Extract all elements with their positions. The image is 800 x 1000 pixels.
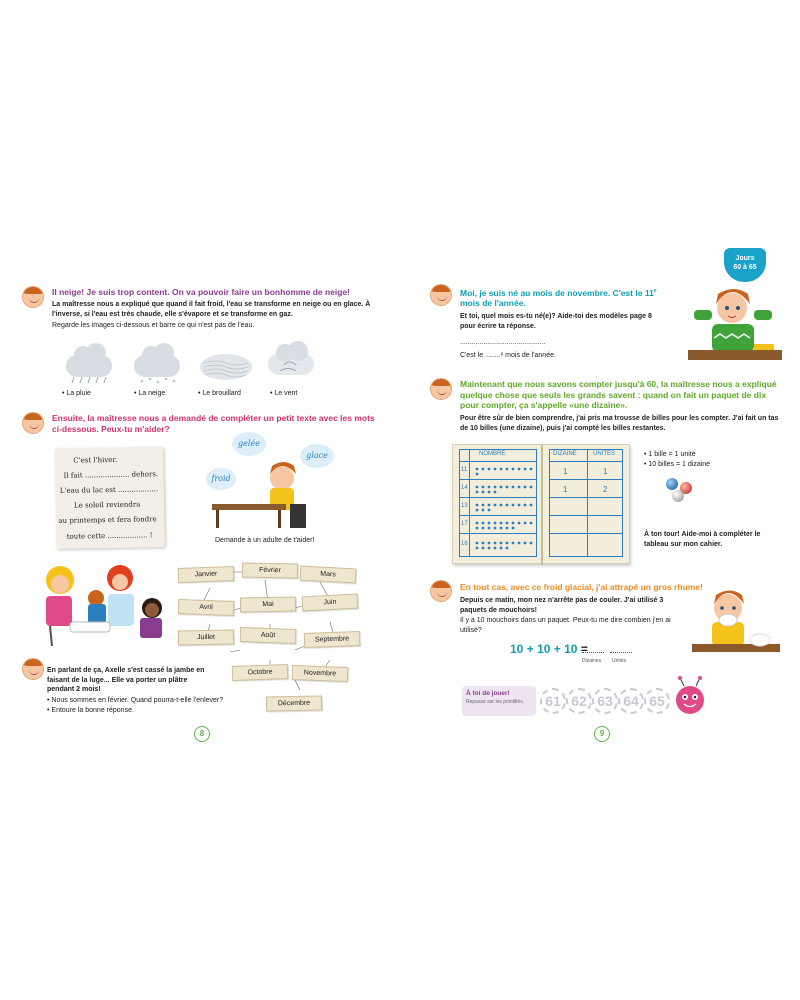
exercise2-caption: Demande à un adulte de t'aider!	[215, 537, 315, 544]
days-badge	[724, 248, 766, 282]
month-tag-juin[interactable]: Juin	[302, 594, 359, 612]
weather-snow-image[interactable]	[128, 345, 188, 385]
exercise2-heading: Ensuite, la maîtresse nous a demandé de compléter un petit texte avec les mots ci-dessous. Peux-tu m'aider?	[52, 413, 375, 434]
grid-line	[549, 497, 623, 498]
birthday-heading	[460, 286, 670, 309]
row-number: 17	[461, 521, 468, 527]
right-page	[400, 0, 800, 1000]
grid-line	[549, 533, 623, 534]
label-dizaines: Dizaines	[582, 658, 602, 664]
intro-instruction: Regarde les images ci-dessous et barre ce qui n'est pas de l'eau.	[52, 322, 255, 329]
trace-number[interactable]: 63	[592, 688, 618, 714]
word-bubble-froid: froid	[206, 468, 236, 490]
label-unites: Unités	[612, 658, 627, 664]
legend-unit: • 1 bille = 1 unité	[644, 451, 696, 458]
eq-plus: +	[526, 642, 534, 656]
row-number: 14	[461, 485, 468, 491]
trace-number[interactable]: 61	[540, 688, 566, 714]
boy-face-icon	[22, 286, 44, 308]
boy-sick-illustration	[690, 586, 782, 662]
page-number-right: 9	[594, 726, 610, 742]
caterpillar-head-icon	[670, 676, 710, 716]
trace-number[interactable]: 64	[618, 688, 644, 714]
notebook-spine	[541, 445, 543, 565]
birthday-question: Et toi, quel mois es-tu né(e)? Aide-toi des modèles page 8 pour écrire ta réponse.	[460, 313, 652, 330]
birthday-heading-a: Moi, je suis né au mois de novembre. C'est le 11	[460, 287, 654, 298]
boy-face-icon	[22, 658, 44, 680]
month-tag-fevrier[interactable]: Février	[242, 563, 298, 579]
kids-illustration	[30, 564, 170, 646]
eq-plus: +	[553, 642, 561, 656]
month-tag-mars[interactable]: Mars	[300, 566, 357, 584]
notebook-table	[452, 444, 630, 564]
row1-dizaine: 1	[563, 467, 568, 476]
word-bubble-glace: glace	[300, 444, 334, 468]
eq-term: 10	[510, 642, 524, 656]
marble-dots	[471, 463, 537, 555]
month-tag-juillet[interactable]: Juillet	[178, 630, 234, 646]
eq-term: 10	[537, 642, 551, 656]
boy-face-icon	[430, 378, 452, 400]
text-line[interactable]: toute cette .................. !	[66, 531, 153, 541]
header-nombre: NOMBRE	[479, 451, 506, 457]
page-number-left: 8	[194, 726, 210, 742]
row1-unites: 1	[603, 467, 608, 476]
thinking-boy-illustration	[210, 456, 330, 532]
text-line: Le soleil reviendra	[74, 500, 141, 510]
month-tag-aout[interactable]: Août	[240, 627, 296, 644]
weather-rain-image[interactable]	[60, 345, 120, 385]
grid-line	[587, 449, 588, 557]
days-badge-line1: Jours	[735, 255, 755, 262]
fill-in-text-card	[55, 447, 165, 549]
game-subtitle: Repasse sur les pointillés.	[466, 699, 525, 705]
trace-number[interactable]: 65	[644, 688, 670, 714]
exercise3-heading: En parlant de ça, Axelle s'est cassé la jambe en faisant de la luge... Elle va porter un plâtre pendant 2 mois!	[47, 667, 205, 693]
grid-line	[549, 461, 623, 462]
month-tag-mai[interactable]: Mai	[240, 597, 296, 613]
row2-unites: 2	[603, 485, 608, 494]
row2-dizaine: 1	[563, 485, 568, 494]
month-tag-avril[interactable]: Avril	[178, 599, 234, 616]
dizaine-text: Pour être sûr de bien comprendre, j'ai pris ma trousse de billes pour les compter. J'ai fait un tas de 10 billes (une dizaine), puis j'ai compté les billes restantes.	[460, 415, 779, 432]
days-badge-line2: 60 à 65	[733, 264, 757, 271]
label-fog: • Le brouillard	[198, 390, 241, 397]
label-snow: • La neige	[134, 390, 166, 397]
notebook-table-right	[549, 449, 623, 557]
fog-icon	[196, 345, 256, 385]
exercise3-bullet: • Nous sommes en février. Quand pourra-t-elle l'enlever?	[47, 697, 224, 704]
boy-face-icon	[430, 284, 452, 306]
trace-number[interactable]: 62	[566, 688, 592, 714]
equation	[510, 642, 588, 656]
birthday-answer[interactable]: C'est le ........ᵉ mois de l'année.	[460, 352, 556, 359]
rhume-heading: En tout cas, avec ce froid glacial, j'ai attrapé un gros rhume!	[460, 582, 703, 592]
boy-stretching-illustration	[684, 284, 784, 366]
answer-box-dizaines[interactable]	[582, 652, 604, 653]
grid-line	[549, 479, 623, 480]
grid-line	[459, 461, 537, 462]
game-box	[462, 686, 536, 716]
eq-term: 10	[564, 642, 578, 656]
game-title: À toi de jouer!	[466, 690, 510, 697]
text-line[interactable]: Il fait .................... dehors.	[63, 470, 159, 480]
answer-box-unites[interactable]	[610, 652, 632, 653]
month-tag-novembre[interactable]: Novembre	[292, 665, 348, 682]
text-line[interactable]: L'eau du lac est ..................	[59, 485, 159, 495]
boy-face-icon	[430, 580, 452, 602]
grid-line	[469, 449, 470, 557]
dizaine-heading: Maintenant que nous savons compter jusqu'à 60, la maîtresse nous a expliqué quelque chose que seuls les grands savent : quand on fait un paquet de dix pour compter, ça s'appelle «une dizaine».	[460, 379, 777, 410]
weather-fog-image[interactable]	[196, 345, 256, 385]
rain-icon	[60, 345, 120, 385]
header-dizaine: DIZAINE	[553, 451, 577, 457]
text-line: au printemps et fera fondre	[58, 515, 157, 525]
word-bubble-gelee: gelée	[232, 432, 266, 456]
text-line: C'est l'hiver.	[73, 455, 118, 465]
birthday-heading-sup: e	[653, 288, 657, 294]
label-wind: • Le vent	[270, 390, 298, 397]
month-tag-septembre[interactable]: Septembre	[304, 631, 360, 648]
row-number: 13	[461, 503, 468, 509]
marble-icon	[672, 490, 684, 502]
legend-dizaine: • 10 billes = 1 dizaine	[644, 461, 711, 468]
birthday-answer-line[interactable]: ............................................	[460, 339, 546, 346]
header-unites: UNITÉS	[593, 451, 616, 457]
intro-heading: Il neige! Je suis trop content. On va pouvoir faire un bonhomme de neige!	[52, 287, 351, 297]
marble-icon	[666, 478, 678, 490]
row-number: 16	[461, 541, 468, 547]
month-tag-decembre[interactable]: Décembre	[266, 696, 322, 712]
wind-icon	[262, 345, 322, 385]
label-rain: • La pluie	[62, 390, 91, 397]
snowflake-icon	[128, 345, 188, 385]
intro-text: La maîtresse nous a expliqué que quand il fait froid, l'eau se transforme en neige ou en glace. À l'inverse, si l'eau est très chaude, elle s'évapore et se transforme en gaz.	[52, 301, 371, 318]
grid-line	[549, 515, 623, 516]
month-tag-octobre[interactable]: Octobre	[232, 664, 288, 681]
eq-equals: =	[580, 642, 588, 656]
weather-wind-image[interactable]	[262, 345, 322, 385]
boy-face-icon	[22, 412, 44, 434]
birthday-heading-b: mois de l'année.	[460, 298, 526, 309]
rhume-text: Depuis ce matin, mon nez n'arrête pas de couler. J'ai utilisé 3 paquets de mouchoirs!	[460, 597, 664, 614]
row-number: 11	[461, 467, 468, 473]
your-turn-text: À ton tour! Aide-moi à compléter le tableau sur mon cahier.	[644, 531, 761, 548]
exercise3-bullet: • Entoure la bonne réponse.	[47, 707, 134, 714]
month-tag-janvier[interactable]: Janvier	[178, 566, 234, 583]
rhume-question: Il y a 10 mouchoirs dans un paquet. Peux-tu me dire combien j'en ai utilisé?	[460, 617, 671, 634]
